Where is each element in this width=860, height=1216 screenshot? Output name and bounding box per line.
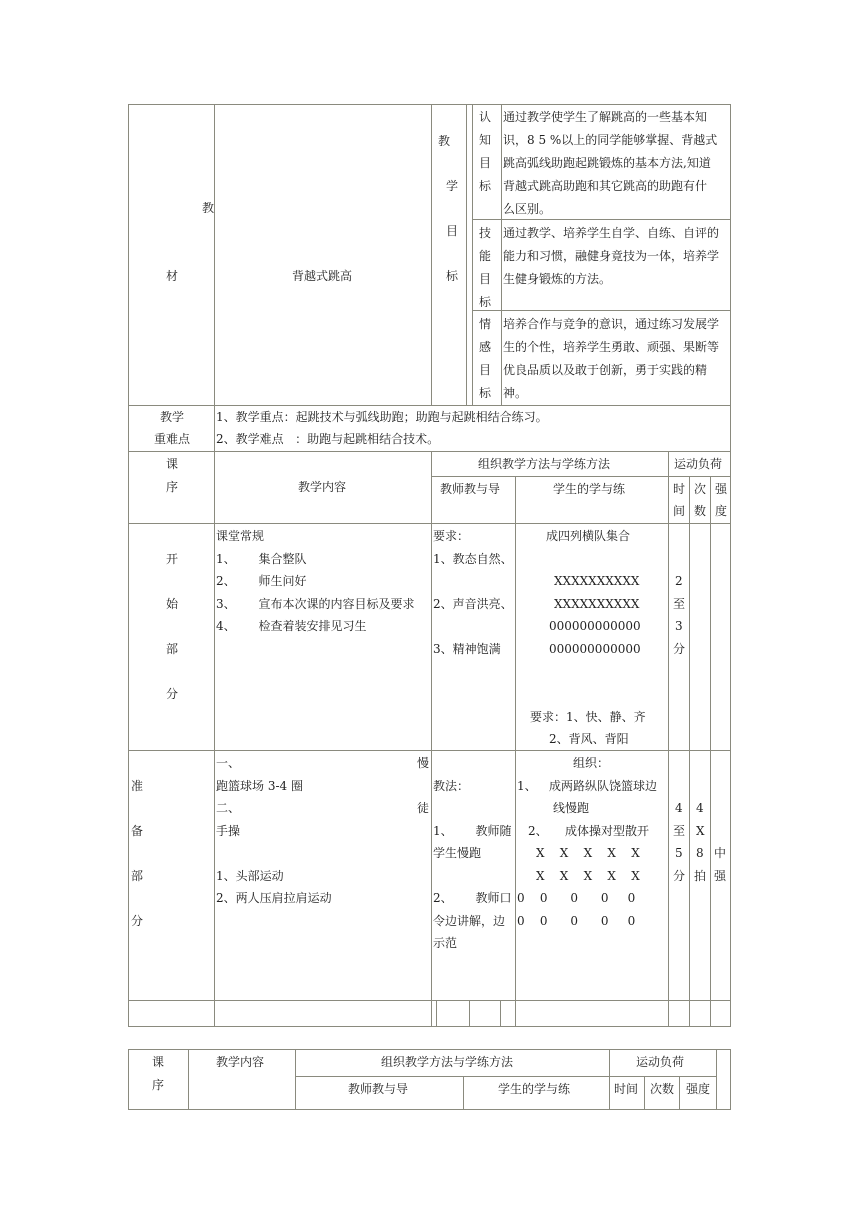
table1-hline-2 (128, 451, 731, 452)
prep-content-1a: 一、 (216, 756, 241, 770)
skill-line-1: 通过教学、培养学生自学、自练、自评的 (503, 226, 720, 240)
skill-label-3: 目 (479, 272, 492, 286)
prep-x-row-2: X X X X X (536, 869, 640, 883)
prep-time-1: 4 (675, 801, 683, 815)
t2-student: 学生的学与练 (498, 1082, 571, 1096)
table1-vline-c (466, 104, 467, 405)
prep-o-row-1: 0 0 0 0 0 (517, 891, 636, 905)
start-teacher-6: 3、精神饱满 (433, 642, 501, 656)
start-content-5: 4、 检查着装安排见习生 (216, 619, 367, 633)
header-teacher: 教师教与导 (440, 482, 501, 496)
prep-student-3b: 成体操对型散开 (565, 824, 650, 838)
skill-label-1: 技 (479, 226, 492, 240)
cognitive-label-1: 认 (479, 110, 492, 124)
prep-count-4: 拍 (694, 869, 707, 883)
emotion-label-3: 目 (479, 363, 492, 377)
prep-intensity-2: 强 (714, 869, 727, 883)
emotion-label-2: 感 (479, 340, 492, 354)
prep-count-2: X (696, 824, 705, 838)
cognitive-label-3: 目 (479, 156, 492, 170)
prep-student-3a: 2、 (528, 824, 548, 838)
prep-o-row-2: 0 0 0 0 0 (517, 914, 636, 928)
objectives-label-3: 目 (446, 224, 459, 238)
table2-vline-e (644, 1076, 645, 1110)
t2-intensity: 强度 (686, 1082, 711, 1096)
material-value: 背越式跳高 (292, 269, 353, 283)
table1-vline-f (431, 451, 432, 1027)
material-label-2: 材 (166, 269, 179, 283)
start-teacher-1: 要求： (433, 529, 470, 543)
skill-line-3: 生健身锻炼的方法。 (503, 272, 612, 286)
table1-vline-i (689, 476, 690, 1027)
table1-vline-g (515, 476, 516, 1027)
t2-methods: 组织教学方法与学练方法 (381, 1055, 514, 1069)
formation-row-1: XXXXXXXXXX (554, 574, 640, 588)
header-lesson-order-1: 课 (166, 457, 179, 471)
table1-vline-h (668, 451, 669, 1027)
objectives-label-4: 标 (446, 269, 459, 283)
start-time-1: 2 (675, 574, 683, 588)
prep-time-3: 5 (675, 846, 683, 860)
start-section-2: 始 (166, 597, 179, 611)
header-intensity-2: 度 (715, 504, 728, 518)
emotion-line-2: 生的个性，培养学生勇敢、顽强、果断等 (503, 340, 720, 354)
cognitive-line-2: 识，8 5 %以上的同学能够掌握、背越式 (503, 133, 718, 147)
table2-vline-b (295, 1049, 296, 1110)
table2-hline (295, 1076, 716, 1077)
material-label-1: 教 (202, 201, 215, 215)
table1-vline-d (472, 104, 473, 405)
header-load: 运动负荷 (674, 457, 723, 471)
t2-count: 次数 (650, 1082, 675, 1096)
formation-row-4: 000000000000 (549, 642, 641, 656)
prep-content-2c: 手操 (216, 824, 241, 838)
prep-count-1: 4 (696, 801, 704, 815)
table2-vline-g (716, 1049, 717, 1110)
prep-teacher-6: 2、 教师口 (433, 891, 512, 905)
prep-content-4: 2、两人压肩拉肩运动 (216, 891, 332, 905)
table1-vline-l (500, 1000, 501, 1027)
prep-student-2: 线慢跑 (553, 801, 590, 815)
t2-lesson-order-2: 序 (152, 1078, 165, 1092)
prep-section-4: 分 (131, 914, 144, 928)
header-intensity-1: 强 (715, 482, 728, 496)
table1-vline-a (214, 104, 215, 1027)
prep-x-row-1: X X X X X (536, 846, 640, 860)
t2-lesson-order-1: 课 (152, 1055, 165, 1069)
cognitive-line-1: 通过教学使学生了解跳高的一些基本知 (503, 110, 708, 124)
prep-content-1c: 跑篮球场 3-4 圈 (216, 779, 303, 793)
start-teacher-4: 2、声音洪亮、 (433, 597, 513, 611)
header-student: 学生的学与练 (553, 482, 626, 496)
table1-hline-5 (128, 750, 731, 751)
cognitive-label-4: 标 (479, 179, 492, 193)
header-count-2: 数 (694, 504, 707, 518)
prep-content-3: 1、头部运动 (216, 869, 284, 883)
prep-content-2a: 二、 (216, 801, 241, 815)
emotion-line-4: 神。 (503, 386, 528, 400)
skill-label-4: 标 (479, 295, 492, 309)
table1-hline-4 (128, 523, 731, 524)
t2-content: 教学内容 (216, 1055, 265, 1069)
start-time-3: 3 (675, 619, 683, 633)
table1-vline-j (710, 476, 711, 1027)
table1-hline-3 (431, 476, 731, 477)
start-student-req-2: 2、背风、背阳 (549, 732, 629, 746)
start-content-1: 课堂常规 (216, 529, 265, 543)
table1-vline-f2 (436, 1000, 437, 1027)
emotion-label-4: 标 (479, 386, 492, 400)
prep-intensity-1: 中 (714, 846, 727, 860)
header-methods: 组织教学方法与学练方法 (478, 457, 611, 471)
t2-time: 时间 (614, 1082, 639, 1096)
header-time-2: 间 (673, 504, 686, 518)
prep-student-title: 组织： (573, 756, 610, 770)
start-time-2: 至 (673, 597, 686, 611)
prep-section-3: 部 (131, 869, 144, 883)
prep-count-3: 8 (696, 846, 704, 860)
keypoints-label-1: 教学 (160, 410, 185, 424)
header-content: 教学内容 (298, 480, 347, 494)
start-teacher-2: 1、教态自然、 (433, 552, 513, 566)
cognitive-line-4: 背越式跳高助跑和其它跳高的助跑有什 (503, 179, 708, 193)
emotion-line-1: 培养合作与竞争的意识，通过练习发展学 (503, 317, 720, 331)
prep-content-1b: 慢 (417, 756, 430, 770)
start-section-4: 分 (166, 687, 179, 701)
table2-vline-d (609, 1049, 610, 1110)
formation-row-3: 000000000000 (549, 619, 641, 633)
prep-teacher-1: 教法： (433, 779, 470, 793)
table1-hline-6 (128, 1000, 731, 1001)
table1-hline-obj2 (472, 310, 731, 311)
prep-time-2: 至 (673, 824, 686, 838)
table1-vline-e (501, 104, 502, 405)
keypoints-label-2: 重难点 (154, 432, 191, 446)
t2-teacher: 教师教与导 (348, 1082, 409, 1096)
prep-time-4: 分 (673, 869, 686, 883)
start-content-3: 2、 师生问好 (216, 574, 307, 588)
cognitive-line-5: 么区别。 (503, 202, 552, 216)
emotion-line-3: 优良品质以及敢于创新，勇于实践的精 (503, 363, 708, 377)
keypoints-line-1: 1、教学重点：起跳技术与弧线助跑；助跑与起跳相结合练习。 (216, 410, 548, 424)
table2-vline-c (463, 1076, 464, 1110)
table2-vline-f (679, 1076, 680, 1110)
emotion-label-1: 情 (479, 317, 492, 331)
table1-vline-k (469, 1000, 470, 1027)
objectives-label-1: 教 (438, 134, 451, 148)
prep-student-1b: 成两路纵队饶篮球边 (549, 779, 658, 793)
table2-vline-a (188, 1049, 189, 1110)
start-student-top: 成四列横队集合 (546, 529, 631, 543)
header-lesson-order-2: 序 (166, 480, 179, 494)
prep-teacher-7: 令边讲解，边 (433, 914, 506, 928)
prep-student-1a: 1、 (517, 779, 537, 793)
start-student-req-1: 要求：1、快、静、齐 (530, 710, 646, 724)
start-content-4: 3、 宣布本次课的内容目标及要求 (216, 597, 415, 611)
cognitive-line-3: 跳高弧线助跑起跳锻炼的基本方法,知道 (503, 156, 711, 170)
start-section-1: 开 (166, 552, 179, 566)
prep-section-1: 准 (131, 779, 144, 793)
prep-teacher-3: 1、 教师随 (433, 824, 512, 838)
cognitive-label-2: 知 (479, 133, 492, 147)
skill-label-2: 能 (479, 249, 492, 263)
keypoints-line-2: 2、教学难点 ：助跑与起跳相结合技术。 (216, 432, 440, 446)
objectives-label-2: 学 (446, 179, 459, 193)
formation-row-2: XXXXXXXXXX (554, 597, 640, 611)
skill-line-2: 能力和习惯，融健身竟技为一体，培养学 (503, 249, 720, 263)
start-section-3: 部 (166, 642, 179, 656)
prep-content-2b: 徒 (417, 801, 430, 815)
prep-teacher-4: 学生慢跑 (433, 846, 482, 860)
header-time-1: 时 (673, 482, 686, 496)
prep-teacher-8: 示范 (433, 936, 458, 950)
table1-vline-b (431, 104, 432, 405)
t2-load: 运动负荷 (636, 1055, 685, 1069)
prep-section-2: 备 (131, 824, 144, 838)
header-count-1: 次 (694, 482, 707, 496)
start-content-2: 1、 集合整队 (216, 552, 307, 566)
start-time-4: 分 (673, 642, 686, 656)
